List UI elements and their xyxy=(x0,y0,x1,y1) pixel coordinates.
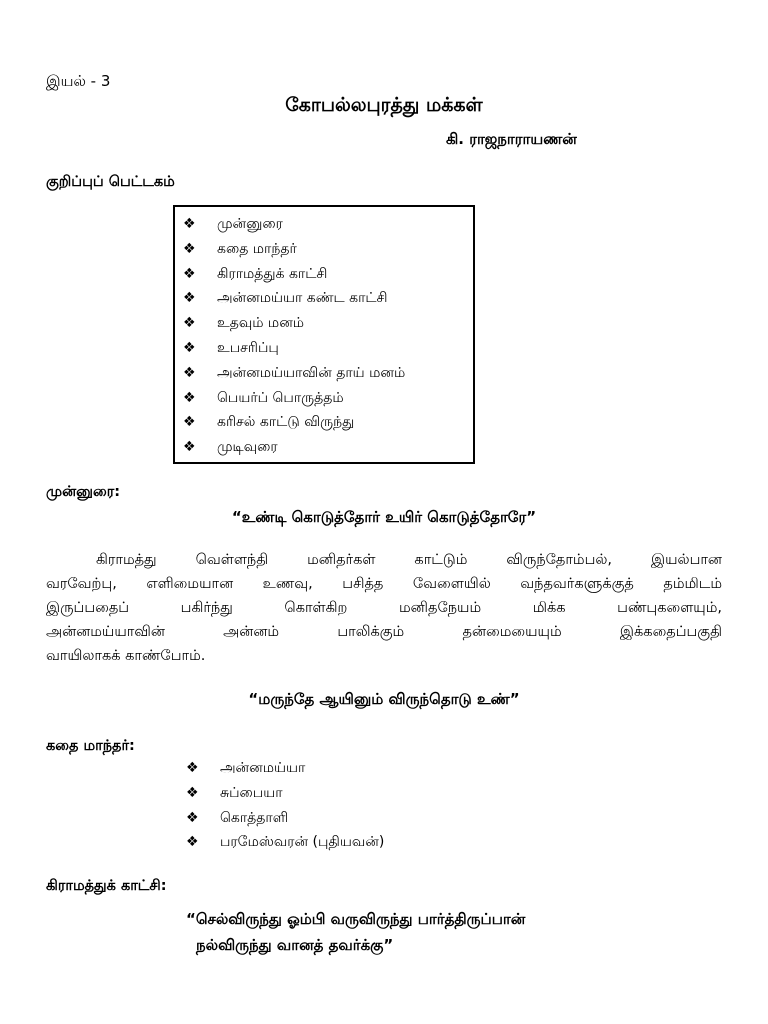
intro-quote: “உண்டி கொடுத்தோர் உயிர் கொடுத்தோரே” xyxy=(231,508,537,526)
characters-heading: கதை மாந்தர்: xyxy=(46,738,135,754)
toc-item xyxy=(183,361,405,386)
toc-item-label: கதை மாந்தர் xyxy=(217,240,297,257)
character-item xyxy=(186,756,384,781)
toc-item-label: பெயர்ப் பொருத்தம் xyxy=(217,389,344,406)
diamond-bullet-icon: ❖ xyxy=(186,809,199,826)
diamond-bullet-icon: ❖ xyxy=(186,784,199,801)
diamond-bullet-icon: ❖ xyxy=(186,760,199,776)
toc-item-label: உபசரிப்பு xyxy=(217,339,279,356)
diamond-bullet-icon: ❖ xyxy=(183,389,196,406)
toc-item xyxy=(183,212,405,237)
toc-box xyxy=(173,205,475,464)
toc-item-label: முன்னுரை xyxy=(217,216,283,232)
paragraph-line: இருப்பதைப் பகிர்ந்து கொள்கிற மனிதநேயம் மிக்க பண்புகளையும், xyxy=(46,600,722,616)
toc-list xyxy=(183,212,405,460)
character-name: பரமேஸ்வரன் (புதியவன்) xyxy=(220,834,385,851)
characters-list xyxy=(186,756,384,855)
paragraph-line: வாயிலாகக் காண்போம். xyxy=(46,648,206,664)
toc-item-label: கரிசல் காட்டு விருந்து xyxy=(217,414,355,431)
diamond-bullet-icon: ❖ xyxy=(183,364,196,381)
toc-item-label: முடிவுரை xyxy=(217,439,278,456)
toc-item xyxy=(183,262,405,287)
intro-heading: முன்னுரை: xyxy=(46,484,120,500)
diamond-bullet-icon: ❖ xyxy=(183,265,196,282)
toc-item xyxy=(183,311,405,336)
intro-quote-2: “மருந்தே ஆயினும் விருந்தொடு உண்” xyxy=(248,690,520,708)
author-name: கி. ராஜநாராயணன் xyxy=(446,130,577,148)
toc-item xyxy=(183,237,405,262)
paragraph-line: அன்னமய்யாவின் அன்னம் பாலிக்கும் தன்மையையும் இக்கதைப்பகுதி xyxy=(46,624,722,640)
toc-item-label: அன்னமய்யாவின் தாய் மனம் xyxy=(217,364,406,381)
page-title: கோபல்லபுரத்து மக்கள் xyxy=(285,94,483,116)
character-item xyxy=(186,781,384,806)
diamond-bullet-icon: ❖ xyxy=(183,339,196,356)
diamond-bullet-icon: ❖ xyxy=(183,414,196,431)
diamond-bullet-icon: ❖ xyxy=(183,216,196,232)
lesson-label: இயல் - 3 xyxy=(46,72,111,90)
village-heading: கிராமத்துக் காட்சி: xyxy=(46,878,167,894)
toc-item xyxy=(183,286,405,311)
character-name: கொத்தாளி xyxy=(220,809,289,826)
character-item xyxy=(186,830,384,855)
toc-item xyxy=(183,410,405,435)
diamond-bullet-icon: ❖ xyxy=(183,290,196,307)
kural-line-2: நல்விருந்து வானத் தவர்க்கு” xyxy=(196,936,394,954)
character-name: சுப்பையா xyxy=(220,784,283,801)
character-item xyxy=(186,806,384,831)
toc-heading: குறிப்புப் பெட்டகம் xyxy=(46,174,175,190)
toc-item-label: உதவும் மனம் xyxy=(217,315,305,332)
toc-item xyxy=(183,386,405,411)
toc-item-label: கிராமத்துக் காட்சி xyxy=(217,265,328,282)
toc-item-label: அன்னமய்யா கண்ட காட்சி xyxy=(217,290,388,307)
diamond-bullet-icon: ❖ xyxy=(183,439,196,456)
paragraph-line: கிராமத்து வெள்ளந்தி மனிதர்கள் காட்டும் விருந்தோம்பல், இயல்பான xyxy=(96,552,722,568)
diamond-bullet-icon: ❖ xyxy=(183,315,196,332)
kural-line-1: “செல்விருந்து ஓம்பி வருவிருந்து பார்த்திருப்பான் xyxy=(186,910,526,928)
paragraph-line: வரவேற்பு, எளிமையான உணவு, பசித்த வேளையில் வந்தவர்களுக்குத் தம்மிடம் xyxy=(46,576,722,592)
character-name: அன்னமய்யா xyxy=(220,760,306,776)
toc-item xyxy=(183,336,405,361)
diamond-bullet-icon: ❖ xyxy=(186,834,199,851)
diamond-bullet-icon: ❖ xyxy=(183,240,196,257)
intro-paragraph xyxy=(46,548,722,668)
toc-item xyxy=(183,435,405,460)
